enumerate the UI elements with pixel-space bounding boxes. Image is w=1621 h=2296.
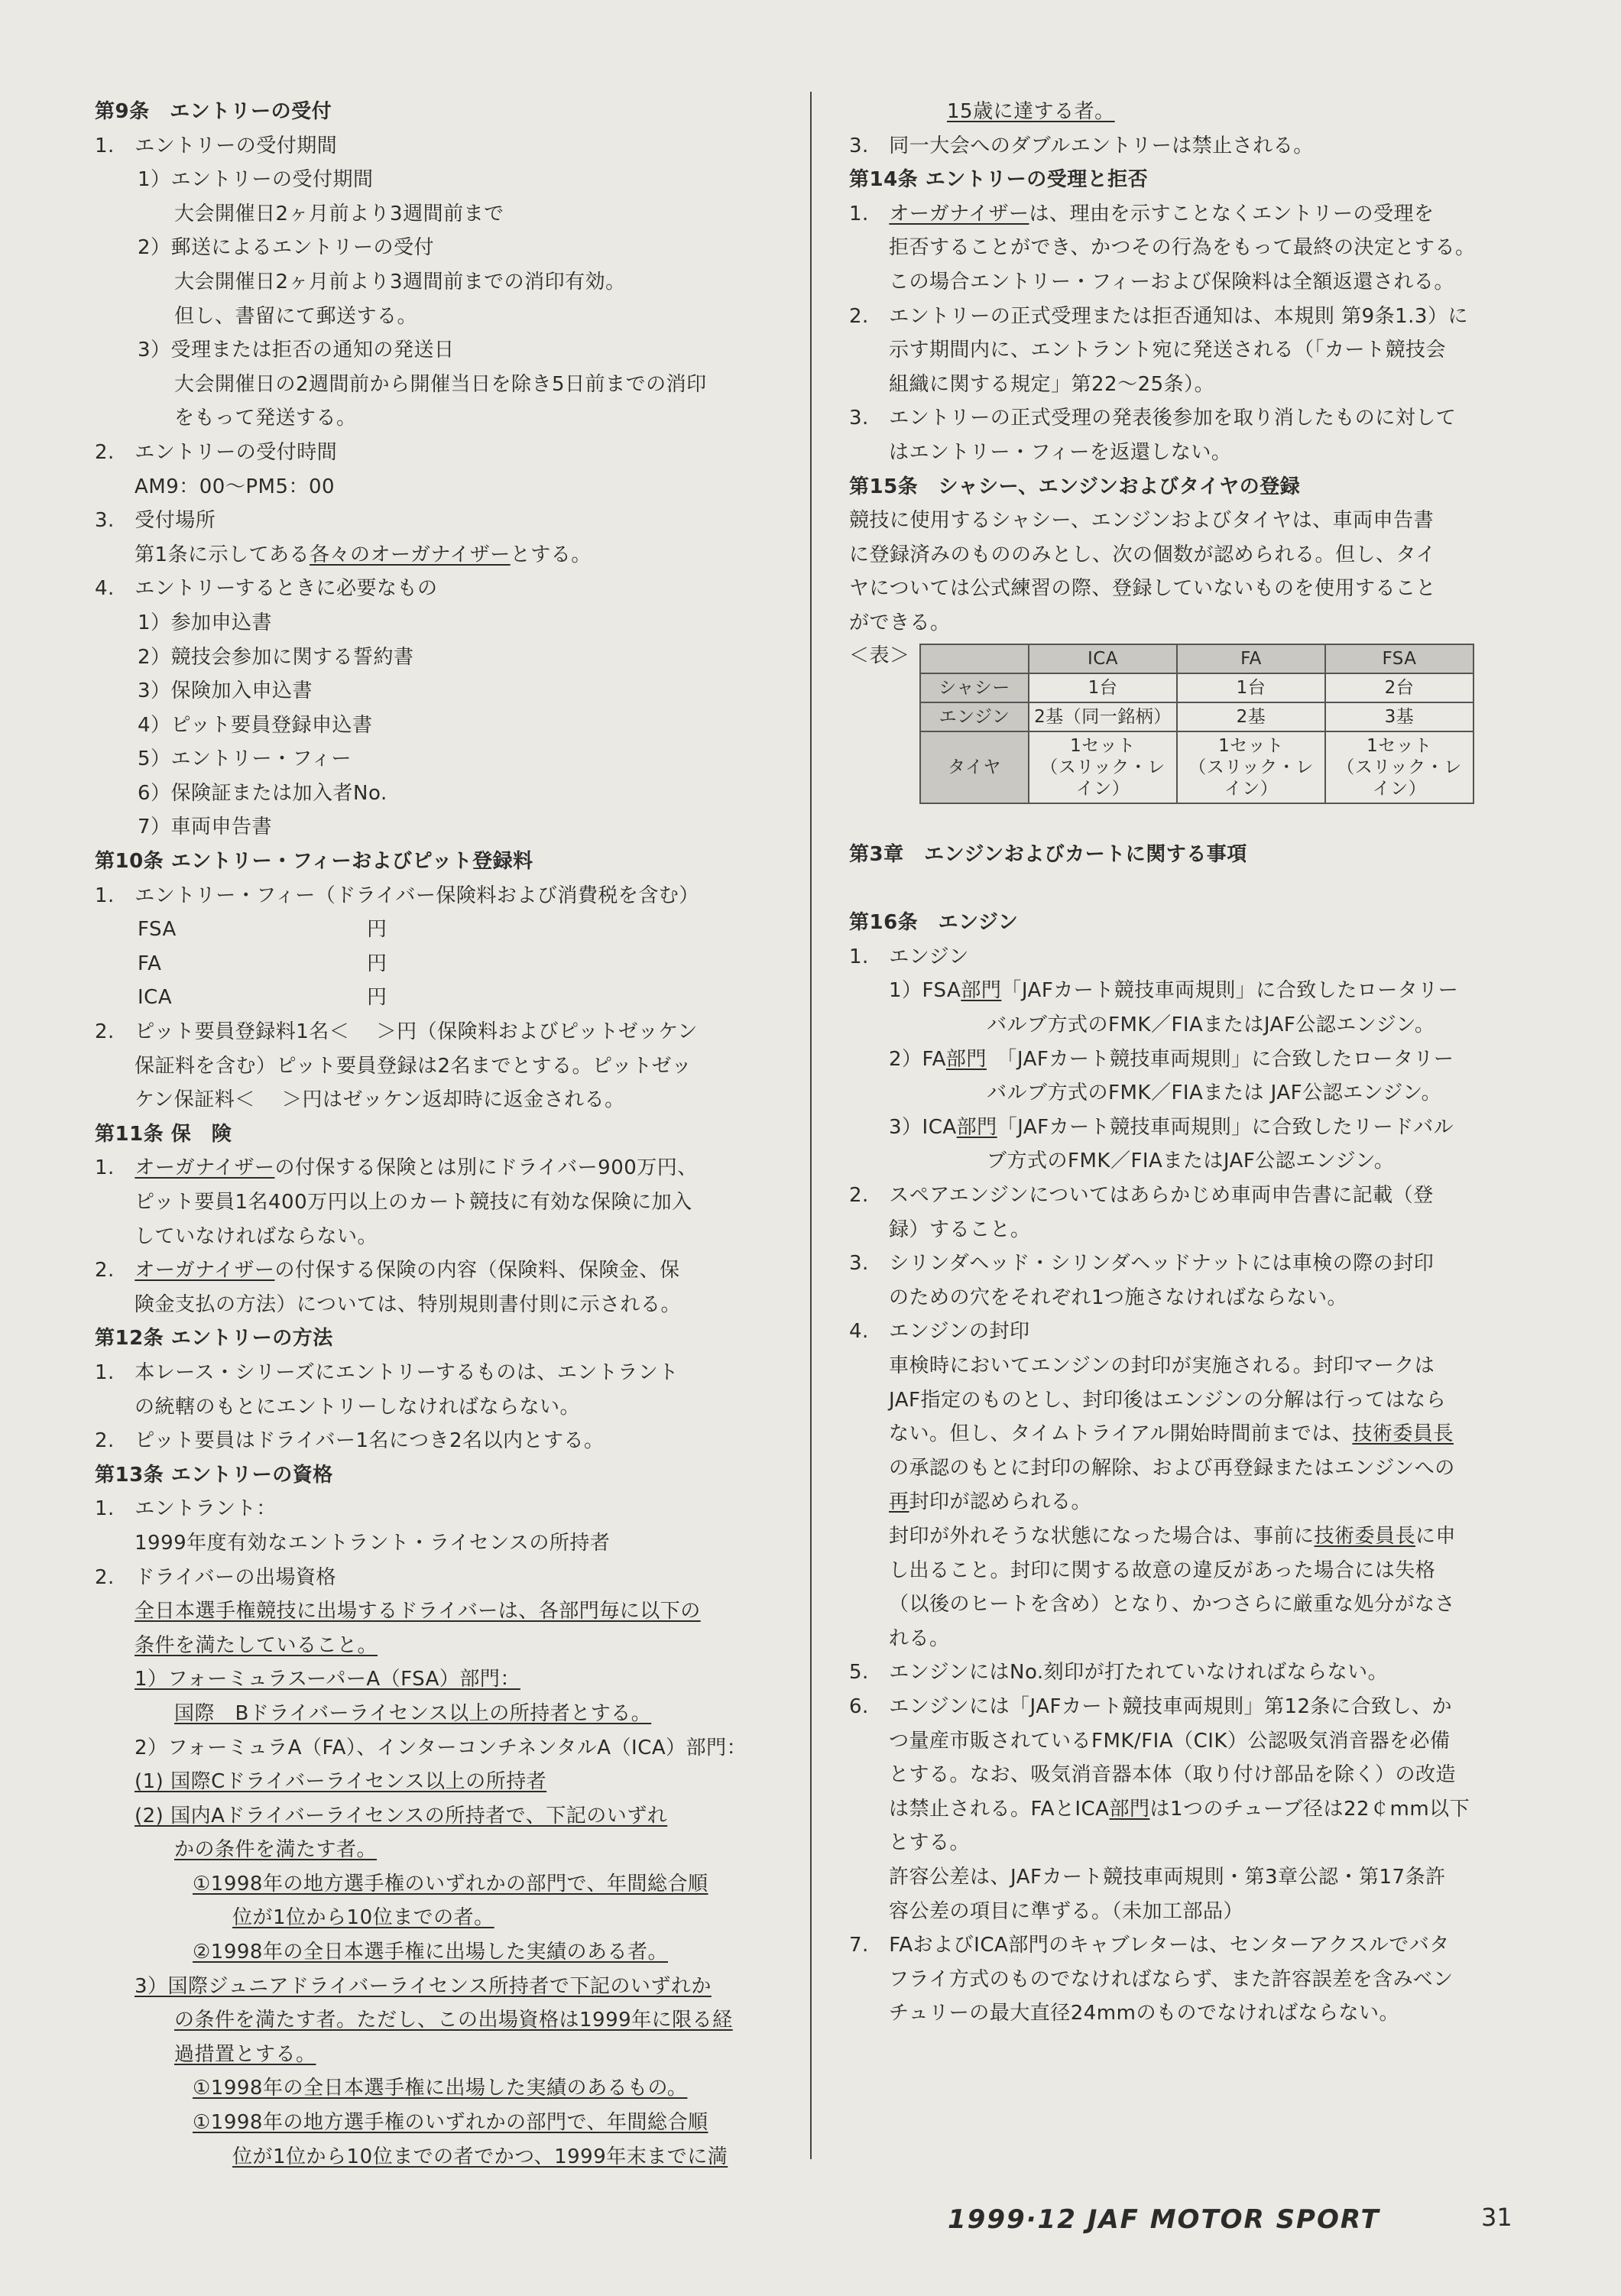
underlined-text: 部門 <box>945 1047 987 1071</box>
text-line <box>95 913 772 947</box>
underlined-text: 過措置とする。 <box>174 2042 316 2066</box>
underlined-text: 各々のオーガナイザー <box>310 543 511 566</box>
text-line: 競技に使用するシャシー、エンジンおよびタイヤは、車両申告書 <box>849 509 1435 533</box>
text-line: 許容公差は、JAFカート競技車両規則・第3章公認・第17条許 <box>889 1865 1446 1889</box>
fee-category: FSA <box>138 918 177 942</box>
text-line: れる。 <box>889 1626 950 1650</box>
underlined-text: かの条件を満たす者。 <box>174 1838 378 1862</box>
text-line: チュリーの最大直径24mmのものでなければならない。 <box>889 2002 1399 2025</box>
text-line: 7. FAおよびICA部門のキャブレターは、センターアクスルでバタ <box>849 1934 1450 1957</box>
table-row <box>920 702 1473 731</box>
text-line: 6）保険証または加入者No. <box>138 781 387 805</box>
table-cell: 1セット （スリック・レイン） <box>1177 731 1325 803</box>
text-line: バルブ方式のFMK／FIAまたは JAF公認エンジン。 <box>987 1082 1442 1105</box>
text-line: 2. エントリーの正式受理または拒否通知は、本規則 第9条1.3）に <box>849 304 1468 328</box>
article-heading: 第10条 エントリー・フィーおよびピット登録料 <box>95 850 533 874</box>
table-cell: 3基 <box>1325 702 1473 731</box>
article-heading: 第15条 シャシー、エンジンおよびタイヤの登録 <box>849 475 1301 498</box>
text-line <box>95 1867 772 1902</box>
table-cell: 1セット （スリック・レイン） <box>1029 731 1177 803</box>
underlined-text: 部門 <box>956 1115 997 1139</box>
text-line: 1）エントリーの受付期間 <box>138 168 374 192</box>
underlined-text: 全日本選手権競技に出場するドライバーは、各部門毎に以下の <box>135 1600 701 1623</box>
text-line: 1. オーガナイザーは、理由を示すことなくエントリーの受理を <box>849 202 1435 225</box>
text-line <box>95 2106 772 2140</box>
text-line: 2）フォーミュラA（FA）、インターコンチネンタルA（ICA）部門： <box>135 1736 747 1759</box>
spacer <box>849 804 1526 838</box>
text-line: 2）競技会参加に関する誓約書 <box>138 645 414 669</box>
underlined-text: ②1998年の全日本選手権に出場した実績のある者。 <box>193 1941 668 1964</box>
text-line: 3）受理または拒否の通知の発送日 <box>138 339 455 362</box>
text-line: は禁止される。FAとICA部門は1つのチューブ径は22￠mm以下 <box>889 1797 1470 1821</box>
table-cell: 1台 <box>1029 673 1177 702</box>
text-line: 1. エントリー・フィー（ドライバー保険料および消費税を含む） <box>95 884 699 907</box>
article-heading: 第16条 エンジン <box>849 911 1019 935</box>
text-line: 険金支払の方法）については、特別規則書付則に示される。 <box>135 1292 681 1316</box>
underlined-text: ①1998年の全日本選手権に出場した実績のあるもの。 <box>193 2077 688 2100</box>
text-line: のための穴をそれぞれ1つ施さなければならない。 <box>889 1286 1348 1309</box>
text-line: の承認のもとに封印の解除、および再登録またはエンジンへの <box>889 1456 1455 1480</box>
text-line: 1. 本レース・シリーズにエントリーするものは、エントラント <box>95 1360 679 1384</box>
table-label: ＜表＞ <box>849 644 910 667</box>
text-line: 保証料を含む）ピット要員登録は2名までとする。ピットゼッ <box>135 1054 692 1078</box>
text-line <box>95 1765 772 1799</box>
text-line: ヤについては公式練習の際、登録していないものを使用すること <box>849 577 1436 601</box>
text-line: 2）郵送によるエントリーの受付 <box>138 236 435 260</box>
fee-yen: 円 <box>367 986 387 1010</box>
text-line: 1. エンジン <box>849 945 970 968</box>
underlined-text: (2) 国内Aドライバーライセンスの所持者で、下記のいずれ <box>135 1804 668 1827</box>
left-column <box>95 95 772 2174</box>
article-heading: 第11条 保 険 <box>95 1122 232 1146</box>
underlined-text: 位が1位から10位までの者でかつ、1999年末までに満 <box>232 2145 728 2168</box>
text-line <box>95 1697 772 1731</box>
table-cell: 1台 <box>1177 673 1325 702</box>
underlined-text: ①1998年の地方選手権のいずれかの部門で、年間総合順 <box>193 1872 708 1895</box>
table-header-cell: FSA <box>1325 644 1473 673</box>
underlined-text: オーガナイザー <box>135 1259 275 1283</box>
text-line: をもって発送する。 <box>174 407 357 430</box>
text-line: 1. オーガナイザーの付保する保険とは別にドライバー900万円、 <box>95 1156 698 1180</box>
text-line: 2）FA部門 「JAFカート競技車両規則」に合致したロータリー <box>889 1047 1454 1071</box>
text-line: 1）FSA部門「JAFカート競技車両規則」に合致したロータリー <box>889 979 1459 1003</box>
text-line: 1）参加申込書 <box>138 611 273 634</box>
text-line <box>95 1833 772 1867</box>
underlined-text: 1）フォーミュラスーパーA（FSA）部門： <box>135 1668 520 1691</box>
text-line: 6. エンジンには「JAFカート競技車両規則」第12条に合致し、か <box>849 1694 1453 1718</box>
text-line: 3. エントリーの正式受理の発表後参加を取り消したものに対して <box>849 407 1457 430</box>
text-line <box>95 1970 772 2004</box>
magazine-footer: 1999·12 JAF MOTOR SPORT <box>948 2204 1380 2235</box>
text-line: 4. エントリーするときに必要なもの <box>95 577 438 601</box>
text-line: 大会開催日の2週間前から開催当日を除き5日前までの消印 <box>174 372 707 396</box>
column-divider <box>810 92 812 2159</box>
text-line: JAF指定のものとし、封印後はエンジンの分解は行ってはなら <box>889 1388 1447 1412</box>
text-line: していなければならない。 <box>135 1224 378 1248</box>
text-line: 3. 受付場所 <box>95 509 216 533</box>
text-line <box>95 2003 772 2038</box>
table-cell: 2基 <box>1177 702 1325 731</box>
table-cell: 1セット （スリック・レイン） <box>1325 731 1473 803</box>
fee-category: FA <box>138 952 162 975</box>
registration-table <box>919 644 1474 804</box>
text-line: 大会開催日2ヶ月前より3週間前までの消印有効。 <box>174 270 626 293</box>
text-line: の統轄のもとにエントリーしなければならない。 <box>135 1395 581 1419</box>
text-line: とする。なお、吸気消音器本体（取り付け部品を除く）の改造 <box>889 1763 1457 1787</box>
text-line: この場合エントリー・フィーおよび保険料は全額返還される。 <box>889 270 1454 293</box>
underlined-text: 条件を満たしていること。 <box>135 1633 378 1657</box>
underlined-text: の条件を満たす者。ただし、この出場資格は1999年に限る経 <box>174 2009 733 2032</box>
text-line: はエントリー・フィーを返還しない。 <box>889 440 1232 464</box>
article-heading: 第12条 エントリーの方法 <box>95 1327 333 1351</box>
text-line: ない。但し、タイムトライアル開始時間前までは、技術委員長 <box>889 1422 1454 1446</box>
article-heading: 第9条 エントリーの受付 <box>95 100 332 123</box>
text-line: 3）保険加入申込書 <box>138 679 313 703</box>
text-line: バルブ方式のFMK／FIAまたはJAF公認エンジン。 <box>987 1013 1435 1037</box>
text-line: 2. スペアエンジンについてはあらかじめ車両申告書に記載（登 <box>849 1184 1434 1208</box>
fee-category: ICA <box>138 986 173 1010</box>
article-heading: 第14条 エントリーの受理と拒否 <box>849 168 1149 192</box>
table-cell: 2基（同一銘柄） <box>1029 702 1177 731</box>
text-line: 7）車両申告書 <box>138 816 273 839</box>
underlined-text: (1) 国際Cドライバーライセンス以上の所持者 <box>135 1770 547 1794</box>
text-line: 示す期間内に、エントラント宛に発送される（「カート競技会 <box>889 339 1447 362</box>
text-line: 第1条に示してある各々のオーガナイザーとする。 <box>135 543 592 566</box>
fee-yen: 円 <box>367 952 387 975</box>
right-top-text <box>849 95 1526 640</box>
underlined-text: 国際 Bドライバーライセンス以上の所持者とする。 <box>174 1701 652 1725</box>
text-line: 2. エントリーの受付時間 <box>95 440 338 464</box>
text-line <box>95 2071 772 2106</box>
text-line: 1. エントリーの受付期間 <box>95 134 338 157</box>
text-line: 4. エンジンの封印 <box>849 1320 1030 1344</box>
text-line <box>95 2140 772 2174</box>
registration-table-block <box>849 644 1526 804</box>
table-row <box>920 731 1473 803</box>
text-line <box>95 947 772 981</box>
text-line <box>95 1935 772 1970</box>
text-line: とする。 <box>889 1831 971 1855</box>
text-line <box>95 981 772 1015</box>
text-line: 大会開催日2ヶ月前より3週間前まで <box>174 202 504 225</box>
text-line <box>95 1629 772 1663</box>
underlined-text: 再 <box>889 1490 909 1514</box>
text-line: 3）ICA部門「JAFカート競技車両規則」に合致したリードバル <box>889 1115 1454 1139</box>
right-column <box>849 95 1526 2031</box>
table-row-header: シャシー <box>920 673 1029 702</box>
text-line: 車検時においてエンジンの封印が実施される。封印マークは <box>889 1354 1435 1377</box>
underlined-text: 15歳に達する者。 <box>947 100 1115 123</box>
text-line: 再封印が認められる。 <box>889 1490 1092 1514</box>
text-line <box>95 1901 772 1935</box>
text-line: 2. ドライバーの出場資格 <box>95 1565 337 1589</box>
text-line: 但し、書留にて郵送する。 <box>174 304 418 328</box>
text-line: 2. オーガナイザーの付保する保険の内容（保険料、保険金、保 <box>95 1259 680 1283</box>
text-line: 1999年度有効なエントラント・ライセンスの所持者 <box>135 1531 611 1555</box>
table-header-row <box>920 644 1473 673</box>
text-line: 3. 同一大会へのダブルエントリーは禁止される。 <box>849 134 1314 157</box>
text-line: フライ方式のものでなければならず、また許容誤差を含みベン <box>889 1967 1454 1991</box>
underlined-text: 部門 <box>961 979 1002 1003</box>
text-line: ケン保証料＜ ＞円はゼッケン返却時に返金される。 <box>135 1088 625 1112</box>
text-line: し出ること。封印に関する故意の違反があった場合には失格 <box>889 1558 1436 1582</box>
table-header-cell: ICA <box>1029 644 1177 673</box>
text-line: 組織に関する規定」第22〜25条）。 <box>889 372 1215 396</box>
underlined-text: 技術委員長 <box>1352 1422 1454 1446</box>
text-line: 5. エンジンにはNo.刻印が打たれていなければならない。 <box>849 1661 1389 1685</box>
table-row-header: エンジン <box>920 702 1029 731</box>
text-line: 4）ピット要員登録申込書 <box>138 713 373 737</box>
underlined-text: 部門 <box>1109 1797 1150 1821</box>
text-line: AM9：00〜PM5：00 <box>135 475 336 498</box>
text-line: 拒否することができ、かつその行為をもって最終の決定とする。 <box>889 236 1476 260</box>
article-heading: 第13条 エントリーの資格 <box>95 1463 333 1487</box>
text-line: 5）エントリー・フィー <box>138 747 352 771</box>
text-line: 2. ピット要員登録料1名＜ ＞円（保険料およびピットゼッケン <box>95 1020 698 1044</box>
table-cell: 2台 <box>1325 673 1473 702</box>
text-line <box>849 95 1526 129</box>
right-bottom-text <box>849 804 1526 2031</box>
text-line: 2. ピット要員はドライバー1名につき2名以内とする。 <box>95 1429 605 1453</box>
underlined-text: オーガナイザー <box>135 1156 275 1180</box>
text-line <box>95 2038 772 2072</box>
text-line: ができる。 <box>849 611 951 634</box>
underlined-text: オーガナイザー <box>889 202 1029 225</box>
table-header-cell: FA <box>1177 644 1325 673</box>
text-line: ブ方式のFMK／FIAまたはJAF公認エンジン。 <box>987 1150 1395 1173</box>
text-line: つ量産市販されているFMK/FIA（CIK）公認吸気消音器を必備 <box>889 1729 1451 1753</box>
text-line: 録）すること。 <box>889 1218 1031 1241</box>
table-header-cell <box>920 644 1029 673</box>
underlined-text: 技術委員長 <box>1314 1524 1416 1548</box>
spacer <box>849 872 1526 906</box>
underlined-text: 位が1位から10位までの者。 <box>232 1906 494 1930</box>
text-line: 1. エントラント： <box>95 1497 277 1521</box>
text-line <box>95 1594 772 1629</box>
table-row <box>920 673 1473 702</box>
text-line: （以後のヒートを含め）となり、かつさらに厳重な処分がなさ <box>889 1593 1455 1617</box>
underlined-text: 3）国際ジュニアドライバーライセンス所持者で下記のいずれか <box>135 1974 712 1998</box>
text-line: 封印が外れそうな状態になった場合は、事前に技術委員長に申 <box>889 1524 1457 1548</box>
text-line <box>95 1799 772 1834</box>
text-line <box>95 1662 772 1697</box>
text-line: に登録済みのもののみとし、次の個数が認められる。但し、タイ <box>849 543 1436 566</box>
table-row-header: タイヤ <box>920 731 1029 803</box>
text-line: ピット要員1名400万円以上のカート競技に有効な保険に加入 <box>135 1191 692 1214</box>
article-heading: 第3章 エンジンおよびカートに関する事項 <box>849 843 1247 867</box>
text-line: 3. シリンダヘッド・シリンダヘッドナットには車検の際の封印 <box>849 1252 1435 1276</box>
underlined-text: ①1998年の地方選手権のいずれかの部門で、年間総合順 <box>193 2111 708 2135</box>
fee-yen: 円 <box>367 918 387 942</box>
text-line: 容公差の項目に準ずる。（未加工部品） <box>889 1899 1244 1923</box>
page-number: 31 <box>1481 2203 1512 2232</box>
